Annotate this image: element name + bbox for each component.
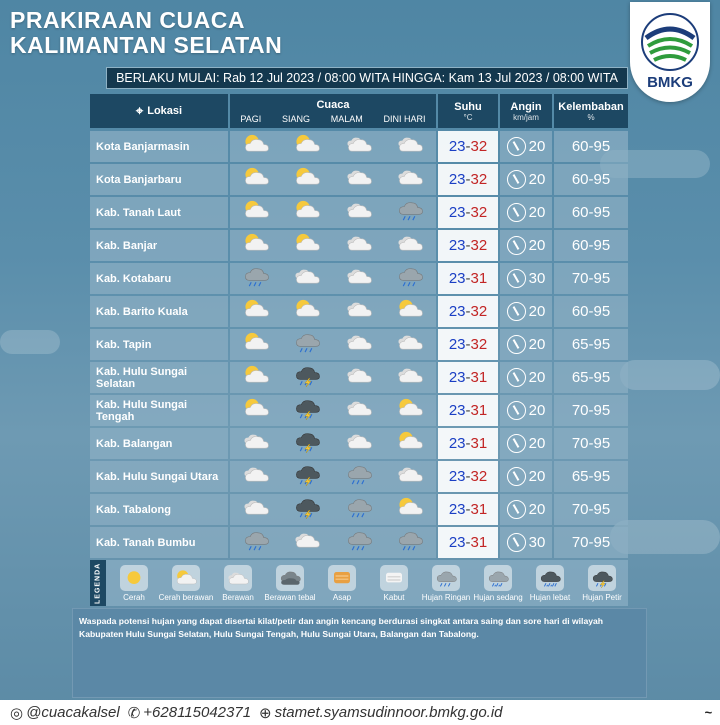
- temp-max: 31: [470, 270, 488, 287]
- footer-website[interactable]: [259, 704, 502, 722]
- temp-max: 31: [470, 435, 488, 452]
- table-row: [90, 494, 628, 525]
- location-name: Kota Banjarbaru: [90, 164, 228, 195]
- location-name: Kab. Barito Kuala: [90, 296, 228, 327]
- legend-item: [264, 565, 316, 602]
- table-header: [90, 94, 628, 128]
- page-title: [10, 8, 282, 58]
- wind-speed: 20: [528, 501, 546, 518]
- validity-banner: BERLAKU MULAI: Rab 12 Jul 2023 / 08:00 WITA HINGGA: Kam 13 Jul 2023 / 08:00 WITA: [106, 67, 628, 89]
- header-kelembaban-unit: %: [587, 112, 595, 122]
- temp-max: 31: [470, 534, 488, 551]
- temperature: [438, 164, 498, 195]
- berawan-icon: [395, 132, 425, 161]
- wind-speed: 20: [528, 171, 546, 188]
- header-suhu-unit: °C: [463, 112, 473, 122]
- wind: [500, 362, 552, 393]
- temp-min: 23: [448, 204, 466, 221]
- wind-speed: 20: [528, 336, 546, 353]
- temperature: [438, 263, 498, 294]
- bmkg-logo: [630, 2, 710, 102]
- asap-icon: [328, 565, 356, 591]
- temp-separator: -: [465, 402, 471, 419]
- humidity: 60-95: [554, 131, 628, 162]
- table-row: [90, 362, 628, 393]
- cerah-icon: [120, 565, 148, 591]
- globe-icon: ⊕: [259, 704, 272, 722]
- wind: [500, 296, 552, 327]
- table-row: [90, 428, 628, 459]
- berawan-icon: [344, 297, 374, 326]
- cerah-berawan-icon: [241, 396, 271, 425]
- wind-direction-icon: [507, 401, 526, 420]
- legend-item: [316, 565, 368, 602]
- location-name: Kota Banjarmasin: [90, 131, 228, 162]
- legend-label: Asap: [332, 592, 352, 602]
- humidity: 70-95: [554, 494, 628, 525]
- cerah-berawan-icon: [241, 132, 271, 161]
- berawan-icon: [344, 132, 374, 161]
- weather-cells: [230, 197, 436, 228]
- weather-cells: [230, 428, 436, 459]
- header-times: [230, 114, 436, 124]
- temp-min: 23: [448, 270, 466, 287]
- bmkg-emblem-icon: [640, 12, 700, 72]
- temp-min: 23: [448, 501, 466, 518]
- temperature: [438, 230, 498, 261]
- berawan-icon: [344, 396, 374, 425]
- wind-speed: 20: [528, 237, 546, 254]
- table-row: [90, 329, 628, 360]
- signature: ~: [704, 705, 712, 720]
- bmkg-logo-text: BMKG: [647, 74, 693, 91]
- temp-separator: -: [465, 171, 471, 188]
- cerah-berawan-icon: [241, 297, 271, 326]
- weather-cells: [230, 461, 436, 492]
- berawan-icon: [344, 330, 374, 359]
- temp-min: 23: [448, 237, 466, 254]
- footer-website-text: stamet.syamsudinnoor.bmkg.go.id: [274, 704, 503, 721]
- legend-item: [212, 565, 264, 602]
- humidity: 65-95: [554, 362, 628, 393]
- temp-max: 31: [470, 369, 488, 386]
- wind-direction-icon: [507, 533, 526, 552]
- header-cuaca-label: Cuaca: [316, 98, 350, 111]
- footer-phone[interactable]: [128, 704, 251, 722]
- temp-separator: -: [465, 534, 471, 551]
- temperature: [438, 362, 498, 393]
- wind: [500, 164, 552, 195]
- wind: [500, 197, 552, 228]
- location-name: Kab. Tabalong: [90, 494, 228, 525]
- berawan-icon: [241, 462, 271, 491]
- wind-direction-icon: [507, 368, 526, 387]
- berawan-icon: [241, 495, 271, 524]
- wind-direction-icon: [507, 500, 526, 519]
- table-row: [90, 296, 628, 327]
- hujan-petir-icon: [292, 396, 322, 425]
- header-suhu: [438, 94, 498, 128]
- background-cloud: [0, 330, 60, 354]
- temp-min: 23: [448, 534, 466, 551]
- temperature: [438, 494, 498, 525]
- wind-direction-icon: [507, 434, 526, 453]
- header-kelembaban: [554, 94, 628, 128]
- wind-speed: 20: [528, 402, 546, 419]
- berawan-icon: [292, 264, 322, 293]
- temp-separator: -: [465, 501, 471, 518]
- cerah-berawan-icon: [241, 231, 271, 260]
- wind: [500, 494, 552, 525]
- wind-speed: 20: [528, 303, 546, 320]
- temp-min: 23: [448, 369, 466, 386]
- wind-speed: 20: [528, 468, 546, 485]
- table-row: [90, 263, 628, 294]
- location-pin-icon: ⌖: [135, 103, 144, 118]
- temp-min: 23: [448, 138, 466, 155]
- temp-max: 32: [470, 204, 488, 221]
- location-name: Kab. Balangan: [90, 428, 228, 459]
- header-angin-unit: km/jam: [513, 112, 539, 122]
- humidity: 70-95: [554, 428, 628, 459]
- wind-speed: 30: [528, 534, 546, 551]
- weather-cells: [230, 527, 436, 558]
- weather-cells: [230, 329, 436, 360]
- temp-max: 31: [470, 501, 488, 518]
- temp-max: 32: [470, 303, 488, 320]
- wind-direction-icon: [507, 203, 526, 222]
- hujan-ringan-icon: [395, 198, 425, 227]
- table-row: [90, 461, 628, 492]
- hujan-ringan-icon: [344, 495, 374, 524]
- location-name: Kab. Kotabaru: [90, 263, 228, 294]
- header-time-pagi: PAGI: [240, 113, 262, 124]
- hujan-ringan-icon: [395, 528, 425, 557]
- hujan-ringan-icon: [344, 528, 374, 557]
- cerah-berawan-icon: [395, 495, 425, 524]
- berawan-icon: [395, 231, 425, 260]
- wind-direction-icon: [507, 467, 526, 486]
- berawan-tebal-icon: [276, 565, 304, 591]
- table-row: [90, 395, 628, 426]
- legend-item: [472, 565, 524, 602]
- hujan-sedang-icon: [484, 565, 512, 591]
- wind-speed: 30: [528, 270, 546, 287]
- legend-item: [524, 565, 576, 602]
- legend-label: Hujan Petir: [582, 592, 622, 602]
- wind-speed: 20: [528, 369, 546, 386]
- legend-items: [106, 565, 630, 602]
- footer-phone-text: +628115042371: [143, 704, 252, 721]
- wind-direction-icon: [507, 269, 526, 288]
- wind-direction-icon: [507, 236, 526, 255]
- temp-max: 32: [470, 237, 488, 254]
- footer-instagram-text: @cuacakalsel: [26, 704, 120, 721]
- location-name: Kab. Tanah Bumbu: [90, 527, 228, 558]
- temp-min: 23: [448, 171, 466, 188]
- temp-max: 31: [470, 402, 488, 419]
- hujan-ringan-icon: [432, 565, 460, 591]
- temperature: [438, 329, 498, 360]
- footer: [0, 700, 720, 725]
- legend-item: [108, 565, 160, 602]
- legend-item: [420, 565, 472, 602]
- title-line-1: PRAKIRAAN CUACA: [10, 7, 245, 33]
- humidity: 60-95: [554, 164, 628, 195]
- wind-direction-icon: [507, 170, 526, 189]
- wind: [500, 230, 552, 261]
- temp-min: 23: [448, 435, 466, 452]
- temp-min: 23: [448, 402, 466, 419]
- temp-separator: -: [465, 204, 471, 221]
- hujan-ringan-icon: [241, 528, 271, 557]
- cerah-berawan-icon: [292, 297, 322, 326]
- berawan-icon: [224, 565, 252, 591]
- location-name: Kab. Tapin: [90, 329, 228, 360]
- table-row: [90, 527, 628, 558]
- cerah-berawan-icon: [292, 165, 322, 194]
- hujan-ringan-icon: [292, 330, 322, 359]
- berawan-icon: [344, 429, 374, 458]
- temperature: [438, 395, 498, 426]
- whatsapp-icon: ✆: [127, 704, 141, 722]
- wind: [500, 131, 552, 162]
- header-cuaca: [230, 94, 436, 128]
- temperature: [438, 296, 498, 327]
- wind-direction-icon: [507, 335, 526, 354]
- berawan-icon: [395, 462, 425, 491]
- cerah-berawan-icon: [395, 396, 425, 425]
- cerah-berawan-icon: [292, 132, 322, 161]
- cerah-berawan-icon: [292, 231, 322, 260]
- header-time-dini-hari: DINI HARI: [383, 113, 426, 124]
- hujan-petir-icon: [292, 429, 322, 458]
- location-name: Kab. Hulu Sungai Selatan: [90, 362, 228, 393]
- table-row: [90, 164, 628, 195]
- cerah-berawan-icon: [241, 330, 271, 359]
- weather-cells: [230, 263, 436, 294]
- temp-separator: -: [465, 468, 471, 485]
- hujan-petir-icon: [588, 565, 616, 591]
- berawan-icon: [344, 198, 374, 227]
- berawan-icon: [292, 528, 322, 557]
- hujan-petir-icon: [292, 495, 322, 524]
- berawan-icon: [344, 231, 374, 260]
- weather-cells: [230, 395, 436, 426]
- humidity: 65-95: [554, 461, 628, 492]
- weather-cells: [230, 362, 436, 393]
- wind: [500, 329, 552, 360]
- legend-tag: LEGENDA: [90, 560, 106, 606]
- wind-direction-icon: [507, 137, 526, 156]
- temperature: [438, 131, 498, 162]
- humidity: 60-95: [554, 296, 628, 327]
- temp-separator: -: [465, 303, 471, 320]
- legend-item: [368, 565, 420, 602]
- wind: [500, 461, 552, 492]
- berawan-icon: [395, 363, 425, 392]
- weather-cells: [230, 164, 436, 195]
- kabut-icon: [380, 565, 408, 591]
- header-lokasi: [90, 94, 228, 128]
- hujan-petir-icon: [292, 462, 322, 491]
- legend-label: Berawan tebal: [264, 592, 316, 602]
- header-angin: [500, 94, 552, 128]
- temp-min: 23: [448, 468, 466, 485]
- humidity: 60-95: [554, 197, 628, 228]
- legend-label: Berawan: [222, 592, 254, 602]
- legend: [90, 560, 628, 606]
- humidity: 70-95: [554, 527, 628, 558]
- temperature: [438, 428, 498, 459]
- cerah-berawan-icon: [395, 429, 425, 458]
- cerah-berawan-icon: [395, 297, 425, 326]
- humidity: 60-95: [554, 230, 628, 261]
- wind-speed: 20: [528, 204, 546, 221]
- title-line-2: KALIMANTAN SELATAN: [10, 32, 283, 58]
- instagram-icon: ◎: [10, 704, 24, 722]
- legend-label: Cerah: [123, 592, 145, 602]
- weather-cells: [230, 494, 436, 525]
- temp-separator: -: [465, 138, 471, 155]
- header-time-malam: MALAM: [330, 113, 363, 124]
- cerah-berawan-icon: [172, 565, 200, 591]
- temp-separator: -: [465, 270, 471, 287]
- location-name: Kab. Tanah Laut: [90, 197, 228, 228]
- temp-max: 32: [470, 138, 488, 155]
- berawan-icon: [395, 330, 425, 359]
- berawan-icon: [344, 264, 374, 293]
- header-time-siang: SIANG: [281, 113, 310, 124]
- legend-label: Kabut: [383, 592, 405, 602]
- header-suhu-label: Suhu: [454, 100, 482, 113]
- hujan-petir-icon: [292, 363, 322, 392]
- wind-speed: 20: [528, 138, 546, 155]
- temp-min: 23: [448, 336, 466, 353]
- temp-separator: -: [465, 435, 471, 452]
- temp-separator: -: [465, 336, 471, 353]
- legend-item: [160, 565, 212, 602]
- legend-label: Hujan sedang: [473, 592, 523, 602]
- footer-instagram[interactable]: [10, 704, 120, 722]
- header-lokasi-label: Lokasi: [147, 105, 183, 117]
- temp-max: 32: [470, 468, 488, 485]
- temp-max: 32: [470, 171, 488, 188]
- cerah-berawan-icon: [292, 198, 322, 227]
- wind: [500, 395, 552, 426]
- temp-separator: -: [465, 369, 471, 386]
- hujan-ringan-icon: [241, 264, 271, 293]
- location-name: Kab. Banjar: [90, 230, 228, 261]
- forecast-table: [90, 131, 628, 560]
- legend-item: [576, 565, 628, 602]
- berawan-icon: [344, 165, 374, 194]
- header-angin-label: Angin: [510, 100, 542, 113]
- background-cloud: [620, 360, 720, 390]
- temperature: [438, 461, 498, 492]
- weather-cells: [230, 230, 436, 261]
- hujan-lebat-icon: [536, 565, 564, 591]
- cerah-berawan-icon: [241, 165, 271, 194]
- temperature: [438, 197, 498, 228]
- temp-max: 32: [470, 336, 488, 353]
- location-name: Kab. Hulu Sungai Tengah: [90, 395, 228, 426]
- berawan-icon: [395, 165, 425, 194]
- weather-cells: [230, 296, 436, 327]
- table-row: [90, 197, 628, 228]
- header-kelembaban-label: Kelembaban: [558, 100, 624, 113]
- cerah-berawan-icon: [241, 363, 271, 392]
- hujan-ringan-icon: [395, 264, 425, 293]
- table-row: [90, 131, 628, 162]
- legend-label: Hujan Ringan: [421, 592, 471, 602]
- warning-text: Waspada potensi hujan yang dapat disertai kilat/petir dan angin kencang berdurasi singkat antara saing dan sore hari di wilayah Kabupaten Hulu Sungai Selatan, Hulu Sungai Tengah, Hulu Sungai Utara, Balangan dan Tabalong.: [72, 608, 647, 698]
- wind-direction-icon: [507, 302, 526, 321]
- location-name: Kab. Hulu Sungai Utara: [90, 461, 228, 492]
- temp-min: 23: [448, 303, 466, 320]
- humidity: 70-95: [554, 263, 628, 294]
- wind-speed: 20: [528, 435, 546, 452]
- temperature: [438, 527, 498, 558]
- legend-label: Cerah berawan: [158, 592, 214, 602]
- legend-label: Hujan lebat: [529, 592, 571, 602]
- cerah-berawan-icon: [241, 198, 271, 227]
- weather-cells: [230, 131, 436, 162]
- humidity: 70-95: [554, 395, 628, 426]
- wind: [500, 527, 552, 558]
- wind: [500, 428, 552, 459]
- table-row: [90, 230, 628, 261]
- berawan-icon: [241, 429, 271, 458]
- hujan-ringan-icon: [344, 462, 374, 491]
- humidity: 65-95: [554, 329, 628, 360]
- wind: [500, 263, 552, 294]
- berawan-icon: [344, 363, 374, 392]
- temp-separator: -: [465, 237, 471, 254]
